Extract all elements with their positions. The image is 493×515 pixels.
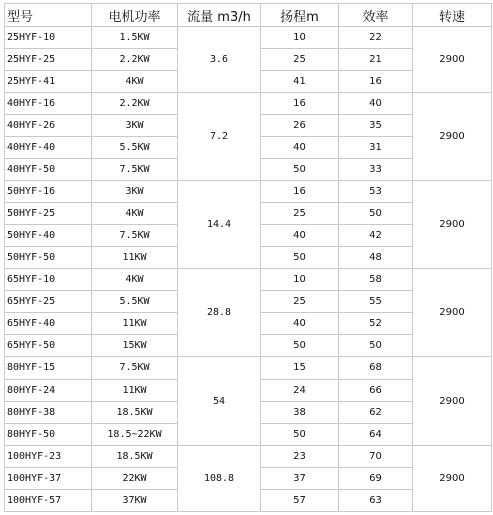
flow-cell: 14.4 <box>178 181 261 269</box>
pump-spec-table <box>4 3 492 512</box>
model-cell: 80HYF-38 <box>5 401 92 423</box>
power-cell: 4KW <box>92 71 178 93</box>
efficiency-cell: 35 <box>339 115 413 137</box>
head-cell: 16 <box>261 181 339 203</box>
model-cell: 25HYF-10 <box>5 27 92 49</box>
power-cell: 4KW <box>92 269 178 291</box>
head-cell: 50 <box>261 423 339 445</box>
efficiency-cell: 66 <box>339 379 413 401</box>
power-cell: 11KW <box>92 313 178 335</box>
power-cell: 18.5KW <box>92 401 178 423</box>
power-cell: 2.2KW <box>92 93 178 115</box>
head-cell: 40 <box>261 137 339 159</box>
power-cell: 15KW <box>92 335 178 357</box>
flow-cell: 3.6 <box>178 27 261 93</box>
efficiency-cell: 68 <box>339 357 413 379</box>
efficiency-cell: 69 <box>339 467 413 489</box>
head-cell: 50 <box>261 159 339 181</box>
power-cell: 7.5KW <box>92 225 178 247</box>
speed-cell: 2900 <box>413 181 492 269</box>
model-cell: 80HYF-15 <box>5 357 92 379</box>
power-cell: 22KW <box>92 467 178 489</box>
head-cell: 10 <box>261 269 339 291</box>
head-cell: 50 <box>261 335 339 357</box>
head-cell: 40 <box>261 225 339 247</box>
efficiency-cell: 31 <box>339 137 413 159</box>
efficiency-cell: 52 <box>339 313 413 335</box>
efficiency-cell: 58 <box>339 269 413 291</box>
model-cell: 65HYF-50 <box>5 335 92 357</box>
model-cell: 50HYF-25 <box>5 203 92 225</box>
model-cell: 40HYF-16 <box>5 93 92 115</box>
efficiency-cell: 55 <box>339 291 413 313</box>
head-cell: 25 <box>261 291 339 313</box>
efficiency-cell: 22 <box>339 27 413 49</box>
speed-cell: 2900 <box>413 357 492 445</box>
table-row <box>5 445 492 467</box>
power-cell: 3KW <box>92 115 178 137</box>
model-cell: 100HYF-37 <box>5 467 92 489</box>
header-efficiency: 效率 <box>339 4 413 27</box>
power-cell: 18.5~22KW <box>92 423 178 445</box>
head-cell: 50 <box>261 247 339 269</box>
power-cell: 7.5KW <box>92 159 178 181</box>
model-cell: 100HYF-23 <box>5 445 92 467</box>
table-row <box>5 93 492 115</box>
head-cell: 24 <box>261 379 339 401</box>
head-cell: 38 <box>261 401 339 423</box>
power-cell: 5.5KW <box>92 291 178 313</box>
head-cell: 40 <box>261 313 339 335</box>
efficiency-cell: 62 <box>339 401 413 423</box>
efficiency-cell: 50 <box>339 335 413 357</box>
power-cell: 5.5KW <box>92 137 178 159</box>
head-cell: 41 <box>261 71 339 93</box>
efficiency-cell: 70 <box>339 445 413 467</box>
efficiency-cell: 64 <box>339 423 413 445</box>
power-cell: 11KW <box>92 379 178 401</box>
efficiency-cell: 21 <box>339 49 413 71</box>
flow-cell: 28.8 <box>178 269 261 357</box>
header-power: 电机功率 <box>92 4 178 27</box>
speed-cell: 2900 <box>413 93 492 181</box>
table-row <box>5 27 492 49</box>
efficiency-cell: 48 <box>339 247 413 269</box>
model-cell: 65HYF-40 <box>5 313 92 335</box>
power-cell: 11KW <box>92 247 178 269</box>
table-row <box>5 357 492 379</box>
header-row <box>5 4 492 27</box>
model-cell: 25HYF-25 <box>5 49 92 71</box>
power-cell: 18.5KW <box>92 445 178 467</box>
model-cell: 65HYF-25 <box>5 291 92 313</box>
head-cell: 25 <box>261 203 339 225</box>
efficiency-cell: 40 <box>339 93 413 115</box>
header-model: 型号 <box>5 4 92 27</box>
flow-cell: 108.8 <box>178 445 261 511</box>
efficiency-cell: 33 <box>339 159 413 181</box>
model-cell: 100HYF-57 <box>5 489 92 511</box>
model-cell: 65HYF-10 <box>5 269 92 291</box>
header-flow: 流量 m3/h <box>178 4 261 27</box>
table-row <box>5 181 492 203</box>
speed-cell: 2900 <box>413 445 492 511</box>
head-cell: 57 <box>261 489 339 511</box>
head-cell: 37 <box>261 467 339 489</box>
power-cell: 1.5KW <box>92 27 178 49</box>
speed-cell: 2900 <box>413 27 492 93</box>
power-cell: 3KW <box>92 181 178 203</box>
efficiency-cell: 53 <box>339 181 413 203</box>
power-cell: 4KW <box>92 203 178 225</box>
head-cell: 15 <box>261 357 339 379</box>
header-speed: 转速 <box>413 4 492 27</box>
model-cell: 50HYF-50 <box>5 247 92 269</box>
efficiency-cell: 16 <box>339 71 413 93</box>
head-cell: 26 <box>261 115 339 137</box>
efficiency-cell: 63 <box>339 489 413 511</box>
head-cell: 16 <box>261 93 339 115</box>
model-cell: 40HYF-40 <box>5 137 92 159</box>
flow-cell: 7.2 <box>178 93 261 181</box>
model-cell: 40HYF-26 <box>5 115 92 137</box>
spec-body <box>5 27 492 512</box>
model-cell: 80HYF-50 <box>5 423 92 445</box>
model-cell: 80HYF-24 <box>5 379 92 401</box>
head-cell: 10 <box>261 27 339 49</box>
model-cell: 40HYF-50 <box>5 159 92 181</box>
model-cell: 50HYF-16 <box>5 181 92 203</box>
model-cell: 25HYF-41 <box>5 71 92 93</box>
power-cell: 7.5KW <box>92 357 178 379</box>
head-cell: 25 <box>261 49 339 71</box>
speed-cell: 2900 <box>413 269 492 357</box>
efficiency-cell: 42 <box>339 225 413 247</box>
power-cell: 2.2KW <box>92 49 178 71</box>
power-cell: 37KW <box>92 489 178 511</box>
flow-cell: 54 <box>178 357 261 445</box>
table-row <box>5 269 492 291</box>
header-head: 扬程m <box>261 4 339 27</box>
head-cell: 23 <box>261 445 339 467</box>
efficiency-cell: 50 <box>339 203 413 225</box>
model-cell: 50HYF-40 <box>5 225 92 247</box>
